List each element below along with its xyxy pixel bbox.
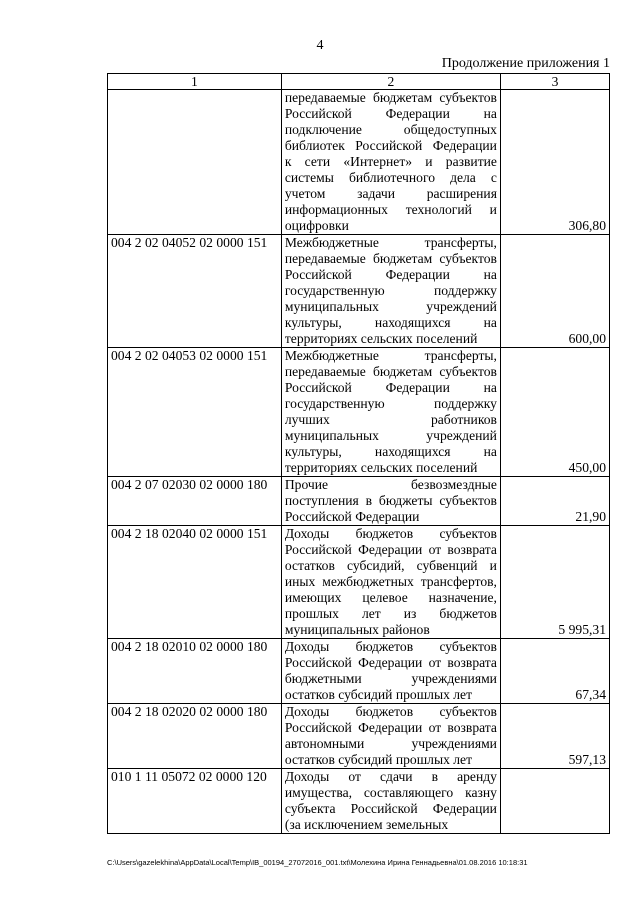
budget-code-cell	[108, 90, 282, 235]
description-line: Российской Федерации на	[284, 380, 497, 395]
amount-cell	[500, 769, 609, 834]
amount-cell: 600,00	[500, 235, 609, 348]
revenue-table	[107, 73, 610, 834]
description-cell	[281, 639, 500, 704]
description-line: культуры, находящихся на	[284, 315, 497, 330]
budget-code-cell: 004 2 02 04052 02 0000 151	[108, 235, 282, 348]
description-line: Доходы бюджетов субъектов	[284, 704, 497, 719]
description-line: поступления в бюджеты субъектов	[284, 493, 497, 508]
description-line: Российской Федерации от возврата	[284, 720, 497, 735]
table-row	[108, 639, 610, 704]
description-line: подключение общедоступных	[284, 122, 497, 137]
description-line: территориях сельских поселений	[284, 460, 478, 475]
description-cell	[281, 90, 500, 235]
description-line: библиотек Российской Федерации	[284, 138, 497, 153]
description-line: передаваемые бюджетам субъектов	[284, 364, 497, 379]
description-line: Российской Федерации на	[284, 267, 497, 282]
description-line: остатков субсидий прошлых лет	[284, 752, 473, 767]
description-line: муниципальных учреждений	[284, 428, 497, 443]
header-col-1: 1	[108, 74, 282, 90]
amount-cell: 450,00	[500, 348, 609, 477]
budget-code-cell: 010 1 11 05072 02 0000 120	[108, 769, 282, 834]
description-line: Доходы от сдачи в аренду	[284, 769, 497, 784]
description-line: Межбюджетные трансферты,	[284, 348, 497, 363]
description-line: Доходы бюджетов субъектов	[284, 639, 497, 654]
description-line: Прочие безвозмездные	[284, 477, 497, 492]
description-line: муниципальных учреждений	[284, 299, 497, 314]
amount-cell: 5 995,31	[500, 526, 609, 639]
amount-cell: 21,90	[500, 477, 609, 526]
description-line: оцифровки	[284, 218, 349, 233]
description-line: субъекта Российской Федерации	[284, 801, 497, 816]
amount-cell: 597,13	[500, 704, 609, 769]
description-line: остатков субсидий, субвенций и	[284, 558, 497, 573]
table-row	[108, 526, 610, 639]
budget-code-cell: 004 2 18 02020 02 0000 180	[108, 704, 282, 769]
table-row	[108, 348, 610, 477]
description-line: учетом задачи расширения	[284, 186, 497, 201]
description-line: территориях сельских поселений	[284, 331, 478, 346]
table-row	[108, 235, 610, 348]
description-cell	[281, 769, 500, 834]
description-line: муниципальных районов	[284, 622, 430, 637]
table-row	[108, 704, 610, 769]
page-number: 4	[316, 38, 324, 53]
budget-code-cell: 004 2 18 02040 02 0000 151	[108, 526, 282, 639]
description-line: прошлых лет из бюджетов	[284, 606, 497, 621]
description-line: к сети «Интернет» и развитие	[284, 154, 497, 169]
description-line: Межбюджетные трансферты,	[284, 235, 497, 250]
description-line: передаваемые бюджетам субъектов	[284, 90, 497, 105]
description-line: передаваемые бюджетам субъектов	[284, 251, 497, 266]
description-cell	[281, 348, 500, 477]
amount-cell: 306,80	[500, 90, 609, 235]
footer-path: C:\Users\gazelekhina\AppData\Local\Temp\IB_00194_27072016_001.txt\Молехина Ирина Геннадьевна\01.08.2016 10:18:31	[107, 858, 528, 867]
description-cell	[281, 477, 500, 526]
description-line: государственную поддержку	[284, 283, 497, 298]
description-cell	[281, 526, 500, 639]
description-line: культуры, находящихся на	[284, 444, 497, 459]
description-line: автономными учреждениями	[284, 736, 497, 751]
description-line: бюджетными учреждениями	[284, 671, 497, 686]
description-cell	[281, 235, 500, 348]
budget-code-cell: 004 2 07 02030 02 0000 180	[108, 477, 282, 526]
description-line: иных межбюджетных трансфертов,	[284, 574, 497, 589]
description-cell	[281, 704, 500, 769]
description-line: имущества, составляющего казну	[284, 785, 497, 800]
continuation-label: Продолжение приложения 1	[441, 56, 610, 71]
table-header-row	[108, 74, 610, 90]
table-row	[108, 90, 610, 235]
description-line: (за исключением земельных	[284, 817, 449, 832]
description-line: лучших работников	[284, 412, 497, 427]
description-line: имеющих целевое назначение,	[284, 590, 497, 605]
description-line: государственную поддержку	[284, 396, 497, 411]
header-col-3: 3	[500, 74, 609, 90]
description-line: Российской Федерации от возврата	[284, 655, 497, 670]
budget-code-cell: 004 2 18 02010 02 0000 180	[108, 639, 282, 704]
description-line: информационных технологий и	[284, 202, 497, 217]
table-row	[108, 769, 610, 834]
description-line: Российской Федерации от возврата	[284, 542, 497, 557]
header-col-2: 2	[281, 74, 500, 90]
description-line: Российской Федерации на	[284, 106, 497, 121]
description-line: Российской Федерации	[284, 509, 420, 524]
budget-code-cell: 004 2 02 04053 02 0000 151	[108, 348, 282, 477]
table-row	[108, 477, 610, 526]
description-line: системы библиотечного дела с	[284, 170, 497, 185]
amount-cell: 67,34	[500, 639, 609, 704]
description-line: остатков субсидий прошлых лет	[284, 687, 473, 702]
description-line: Доходы бюджетов субъектов	[284, 526, 497, 541]
